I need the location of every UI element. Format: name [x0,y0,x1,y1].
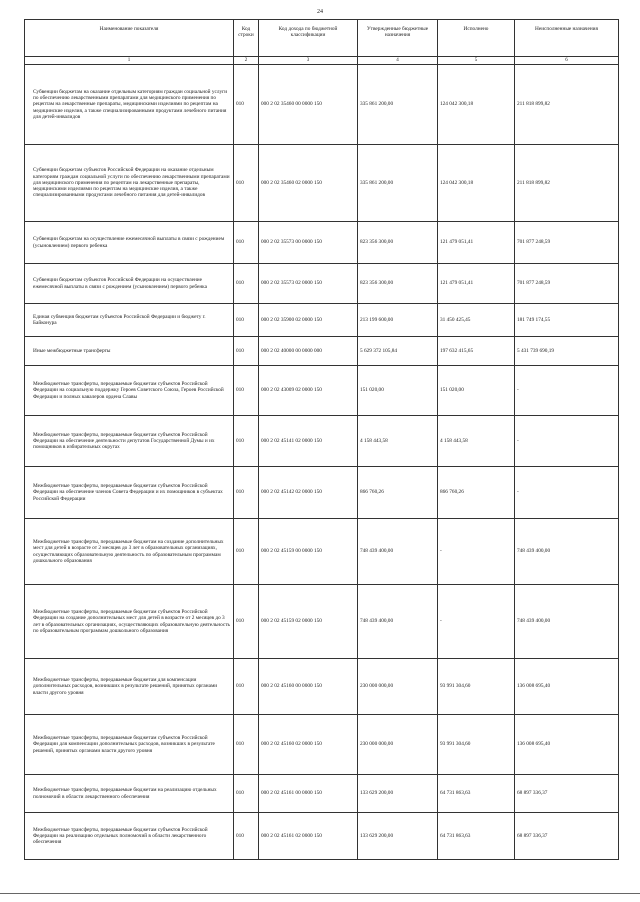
income-code: 000 2 02 35460 02 0000 150 [259,145,358,222]
executed-amount: 121 479 051,41 [438,222,515,264]
approved-amount: 133 629 200,00 [358,775,438,813]
line-code: 010 [234,222,259,264]
line-code: 010 [234,519,259,585]
approved-amount: 4 158 443,58 [358,416,438,467]
line-code: 010 [234,264,259,304]
indicator-name: Межбюджетные трансферты, передаваемые бюджетам субъектов Российской Федерации на социальную поддержку Героев Советского Союза, Героев Российской Федерации и полных кавалеров ордена Славы [25,366,234,416]
unexecuted-amount: - [515,416,619,467]
unexecuted-amount: 68 897 336,37 [515,813,619,860]
unexecuted-amount: 136 008 695,40 [515,659,619,715]
executed-amount: 197 632 415,65 [438,337,515,366]
unexecuted-amount: 701 877 248,59 [515,264,619,304]
header-unexecuted: Неисполненные назначения [515,20,619,57]
approved-amount: 335 861 200,00 [358,65,438,145]
table-row [25,264,619,304]
executed-amount: 64 731 863,63 [438,813,515,860]
indicator-name: Межбюджетные трансферты, передаваемые бюджетам субъектов Российской Федерации на обеспечение членов Совета Федерации и их помощников в субъектах Российской Федерации [25,467,234,519]
unexecuted-amount: 701 877 248,59 [515,222,619,264]
unexecuted-amount: - [515,467,619,519]
column-number: 5 [438,57,515,65]
indicator-name: Межбюджетные трансферты, передаваемые бюджетам на создание дополнительных мест для детей в возрасте от 2 месяцев до 3 лет в образовательных организациях, осуществляющих образовательную деятельность по образовательным программам дошкольного образования [25,519,234,585]
table-row [25,585,619,659]
indicator-name: Межбюджетные трансферты, передаваемые бюджетам на реализацию отдельных полномочий в области лекарственного обеспечения [25,775,234,813]
table-row [25,519,619,585]
indicator-name: Межбюджетные трансферты, передаваемые бюджетам субъектов Российской Федерации на обеспечение деятельности депутатов Государственной Думы и их помощников в избирательных округах [25,416,234,467]
line-code: 010 [234,813,259,860]
table-row [25,304,619,337]
executed-amount: 866 760,26 [438,467,515,519]
income-code: 000 2 02 45160 00 0000 150 [259,659,358,715]
table-row [25,366,619,416]
table-row [25,337,619,366]
column-number: 3 [259,57,358,65]
line-code: 010 [234,304,259,337]
unexecuted-amount: - [515,366,619,416]
income-code: 000 2 02 35573 00 0000 150 [259,222,358,264]
header-line-code: Код строки [234,20,259,57]
income-code: 000 2 02 45161 00 0000 150 [259,775,358,813]
executed-amount: - [438,585,515,659]
indicator-name: Межбюджетные трансферты, передаваемые бюджетам субъектов Российской Федерации для компенсации дополнительных расходов, возникших в результате решений, принятых органами власти другого уровня [25,715,234,775]
approved-amount: 230 000 000,00 [358,715,438,775]
line-code: 010 [234,585,259,659]
approved-amount: 866 760,26 [358,467,438,519]
line-code: 010 [234,337,259,366]
unexecuted-amount: 5 431 739 690,19 [515,337,619,366]
approved-amount: 823 356 300,00 [358,264,438,304]
line-code: 010 [234,65,259,145]
executed-amount: 93 991 304,60 [438,715,515,775]
income-code: 000 2 02 45161 02 0000 150 [259,813,358,860]
income-code: 000 2 02 45159 02 0000 150 [259,585,358,659]
table-row [25,416,619,467]
approved-amount: 5 629 372 105,84 [358,337,438,366]
unexecuted-amount: 68 897 336,37 [515,775,619,813]
line-code: 010 [234,715,259,775]
executed-amount: 124 042 300,18 [438,145,515,222]
unexecuted-amount: 748 439 400,00 [515,585,619,659]
approved-amount: 748 439 400,00 [358,519,438,585]
executed-amount: 4 158 443,58 [438,416,515,467]
approved-amount: 335 861 200,00 [358,145,438,222]
indicator-name: Межбюджетные трансферты, передаваемые бюджетам для компенсации дополнительных расходов, возникших в результате решений, принятых органами власти другого уровня [25,659,234,715]
income-code: 000 2 02 45141 02 0000 150 [259,416,358,467]
unexecuted-amount: 136 008 695,40 [515,715,619,775]
indicator-name: Субвенции бюджетам субъектов Российской Федерации на оказание отдельным категориям граждан социальной услуги по обеспечению лекарственными препаратами для медицинского применения по рецептам на лекарственные препараты, медицинскими изделиями по рецептам на медицинские изделия, а также специализированными продуктами лечебного питания для детей-инвалидов [25,145,234,222]
indicator-name: Субвенции бюджетам на оказание отдельным категориям граждан социальной услуги по обеспечению лекарственными препаратами для медицинского применения по рецептам на лекарственные препараты, медицинскими изделиями по рецептам на медицинские изделия, а также специализированными продуктами лечебного питания для детей-инвалидов [25,65,234,145]
header-executed: Исполнено [438,20,515,57]
header-approved: Утвержденные бюджетные назначения [358,20,438,57]
indicator-name: Межбюджетные трансферты, передаваемые бюджетам субъектов Российской Федерации на создание дополнительных мест для детей в возрасте от 2 месяцев до 3 лет в образовательных организациях, осуществляющих образовательную деятельность по образовательным программам дошкольного образования [25,585,234,659]
indicator-name: Субвенции бюджетам субъектов Российской Федерации на осуществление ежемесячной выплаты в связи с рождением (усыновлением) первого ребенка [25,264,234,304]
unexecuted-amount: 181 749 174,55 [515,304,619,337]
line-code: 010 [234,145,259,222]
executed-amount: 93 991 304,60 [438,659,515,715]
column-number: 2 [234,57,259,65]
table-row [25,659,619,715]
indicator-name: Единая субвенция бюджетам субъектов Российской Федерации и бюджету г. Байконура [25,304,234,337]
page-number: 24 [317,9,323,15]
column-number: 4 [358,57,438,65]
indicator-name: Субвенции бюджетам на осуществление ежемесячной выплаты в связи с рождением (усыновлением) первого ребенка [25,222,234,264]
income-code: 000 2 02 35573 02 0000 150 [259,264,358,304]
executed-amount: 121 479 051,41 [438,264,515,304]
executed-amount: 64 731 863,63 [438,775,515,813]
header-row [25,20,619,57]
table-row [25,813,619,860]
income-code: 000 2 02 40000 00 0000 000 [259,337,358,366]
unexecuted-amount: 748 439 400,00 [515,519,619,585]
budget-execution-table [24,19,619,860]
line-code: 010 [234,366,259,416]
line-code: 010 [234,416,259,467]
line-code: 010 [234,659,259,715]
income-code: 000 2 02 43009 02 0000 150 [259,366,358,416]
approved-amount: 213 199 600,00 [358,304,438,337]
header-indicator-name: Наименование показателя [25,20,234,57]
executed-amount: 124 042 300,18 [438,65,515,145]
approved-amount: 230 000 000,00 [358,659,438,715]
income-code: 000 2 02 45159 00 0000 150 [259,519,358,585]
executed-amount: 151 020,00 [438,366,515,416]
unexecuted-amount: 211 818 899,82 [515,145,619,222]
unexecuted-amount: 211 818 899,82 [515,65,619,145]
indicator-name: Межбюджетные трансферты, передаваемые бюджетам субъектов Российской Федерации на реализацию отдельных полномочий в области лекарственного обеспечения [25,813,234,860]
income-code: 000 2 02 35900 02 0000 150 [259,304,358,337]
table-row [25,775,619,813]
approved-amount: 151 020,00 [358,366,438,416]
column-number: 6 [515,57,619,65]
table-row [25,145,619,222]
executed-amount: 31 450 425,45 [438,304,515,337]
indicator-name: Иные межбюджетные трансферты [25,337,234,366]
income-code: 000 2 02 45160 02 0000 150 [259,715,358,775]
income-code: 000 2 02 35460 00 0000 150 [259,65,358,145]
table-row [25,222,619,264]
header-income-code: Код дохода по бюджетной классификации [259,20,358,57]
approved-amount: 748 439 400,00 [358,585,438,659]
income-code: 000 2 02 45142 02 0000 150 [259,467,358,519]
table-row [25,715,619,775]
column-number: 1 [25,57,234,65]
table-row [25,467,619,519]
table-row [25,65,619,145]
column-number-row [25,57,619,65]
executed-amount: - [438,519,515,585]
page-bottom-rule [0,893,640,894]
approved-amount: 133 629 200,00 [358,813,438,860]
approved-amount: 823 356 300,00 [358,222,438,264]
line-code: 010 [234,775,259,813]
line-code: 010 [234,467,259,519]
